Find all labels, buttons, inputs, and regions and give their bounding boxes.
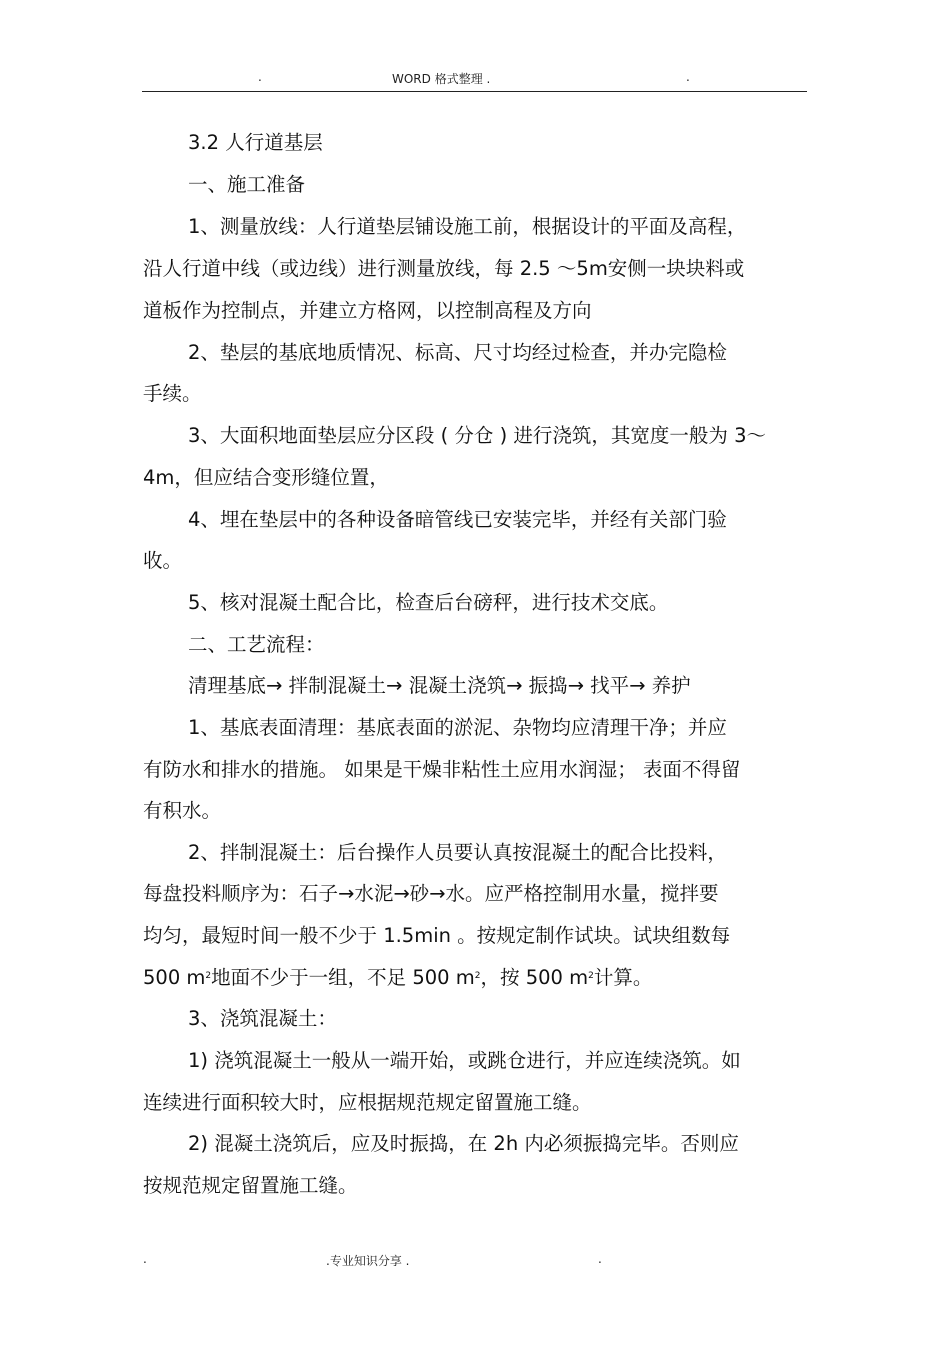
footer-dot-right: . bbox=[598, 1252, 602, 1266]
page-header bbox=[0, 70, 950, 88]
superscript: 2 bbox=[588, 971, 594, 981]
paragraph-line: 道板作为控制点，并建立方格网，以控制高程及方向 bbox=[143, 299, 592, 322]
paragraph-line: 连续进行面积较大时，应根据规范规定留置施工缝。 bbox=[143, 1091, 592, 1114]
paragraph-line: 5、核对混凝土配合比，检查后台磅秤，进行技术交底。 bbox=[188, 591, 669, 614]
header-dot-left: . bbox=[258, 70, 262, 84]
area-text-d: 计算。 bbox=[593, 966, 653, 989]
area-text-c: ，按 500 m bbox=[480, 966, 589, 989]
header-title: WORD 格式整理 . bbox=[392, 72, 491, 86]
paragraph-line: 1、基底表面清理：基底表面的淤泥、杂物均应清理干净；并应 bbox=[188, 716, 727, 739]
subsection-heading: 一、施工准备 bbox=[188, 173, 306, 196]
paragraph-line: 1) 浇筑混凝土一般从一端开始，或跳仓进行，并应连续浇筑。如 bbox=[188, 1049, 741, 1072]
footer-text: .专业知识分享 . bbox=[326, 1254, 410, 1268]
paragraph-line: 2、垫层的基底地质情况、标高、尺寸均经过检查，并办完隐检 bbox=[188, 341, 727, 364]
paragraph-line: 4m，但应结合变形缝位置， bbox=[143, 466, 389, 489]
paragraph-line: 3、浇筑混凝土： bbox=[188, 1007, 337, 1030]
paragraph-line: 4、埋在垫层中的各种设备暗管线已安装完毕，并经有关部门验 bbox=[188, 508, 727, 531]
header-divider bbox=[142, 91, 807, 92]
superscript: 2 bbox=[205, 971, 212, 981]
paragraph-line: 沿人行道中线（或边线）进行测量放线，每 2.5 ～5m安侧一块块料或 bbox=[143, 257, 745, 280]
paragraph-line: 2、拌制混凝土：后台操作人员要认真按混凝土的配合比投料， bbox=[188, 841, 727, 864]
paragraph-line-area bbox=[143, 966, 652, 990]
paragraph-line: 2) 混凝土浇筑后，应及时振捣，在 2h 内必须振捣完毕。否则应 bbox=[188, 1132, 739, 1155]
paragraph-line: 均匀，最短时间一般不少于 1.5min 。按规定制作试块。试块组数每 bbox=[143, 924, 731, 947]
process-flow: 清理基底→ 拌制混凝土→ 混凝土浇筑→ 振捣→ 找平→ 养护 bbox=[188, 674, 691, 697]
footer-dot-left: . bbox=[143, 1252, 147, 1266]
superscript: 2 bbox=[474, 971, 481, 981]
section-heading: 3.2 人行道基层 bbox=[188, 131, 323, 154]
area-text-b: 地面不少于一组，不足 500 m bbox=[211, 966, 475, 989]
paragraph-line: 收。 bbox=[143, 549, 183, 572]
header-dot-right: . bbox=[686, 70, 690, 84]
paragraph-line: 有积水。 bbox=[143, 799, 222, 822]
area-text-a: 500 m bbox=[143, 966, 206, 989]
paragraph-line: 手续。 bbox=[143, 382, 202, 405]
paragraph-line: 3、大面积地面垫层应分区段 ( 分仓 ) 进行浇筑，其宽度一般为 3～ bbox=[188, 424, 767, 447]
paragraph-line: 按规范规定留置施工缝。 bbox=[143, 1174, 358, 1197]
paragraph-line: 1、测量放线：人行道垫层铺设施工前，根据设计的平面及高程， bbox=[188, 215, 747, 238]
subsection-heading: 二、工艺流程： bbox=[188, 633, 325, 656]
paragraph-line: 每盘投料顺序为：石子→水泥→砂→水。应严格控制用水量，搅拌要 bbox=[143, 882, 719, 905]
paragraph-line: 有防水和排水的措施。 如果是干燥非粘性土应用水润湿； 表面不得留 bbox=[143, 758, 741, 781]
